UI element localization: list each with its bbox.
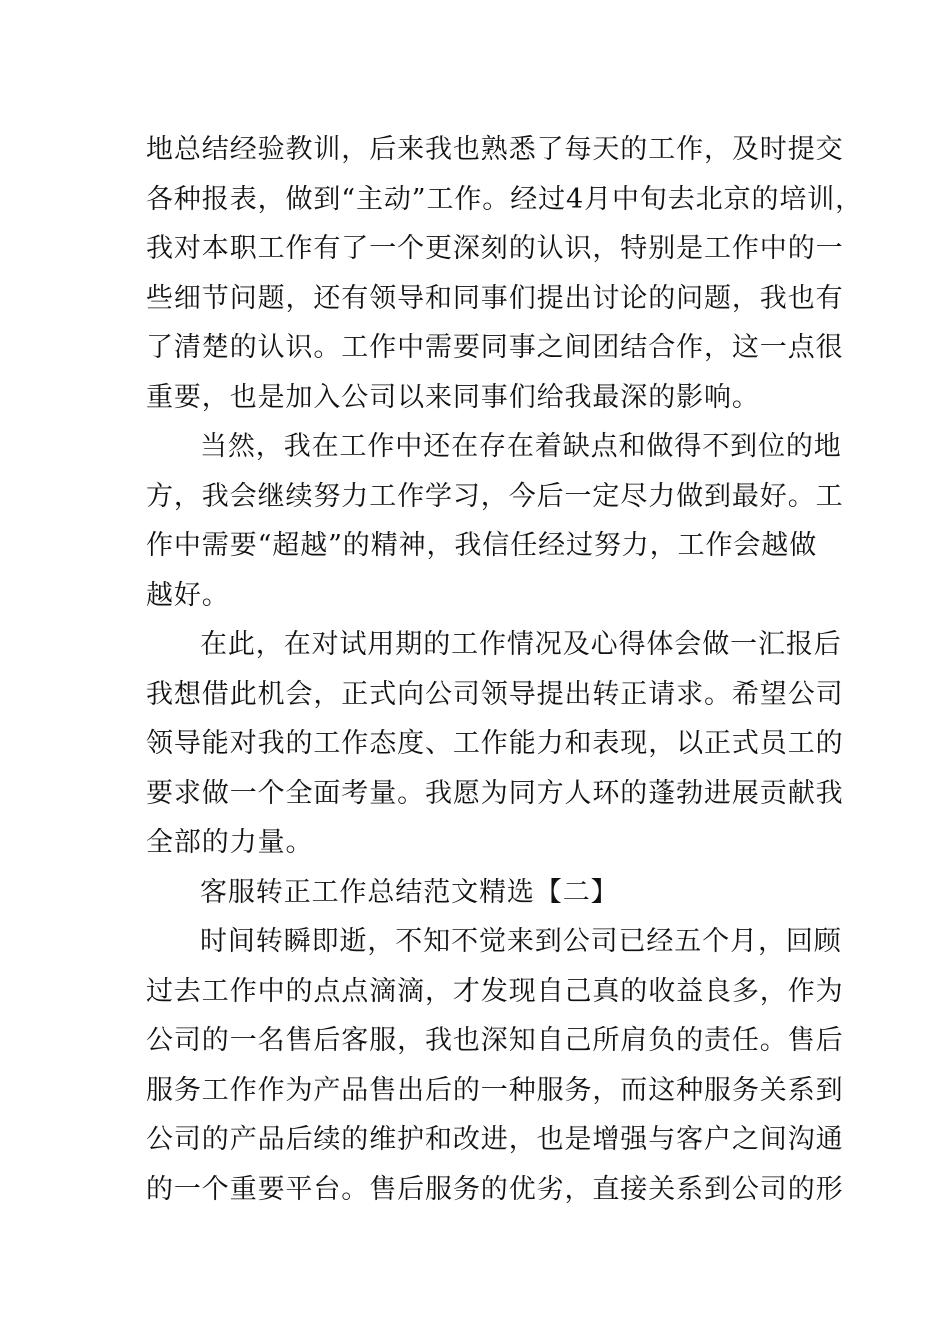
text-line: 全部的力量。	[146, 827, 314, 858]
section-heading: 客服转正工作总结范文精选【二】	[200, 876, 619, 908]
document-body	[146, 125, 864, 1214]
text-line: 各种报表，做到“主动”工作。经过4月中旬去北京的培训，	[146, 183, 864, 215]
text-line: 了清楚的认识。工作中需要同事之间团结合作，这一点很	[146, 332, 844, 363]
text-line: 我想借此机会，正式向公司领导提出转正请求。希望公司	[146, 678, 844, 710]
text-line: 我对本职工作有了一个更深刻的认识，特别是工作中的一	[146, 233, 844, 264]
paragraph-start-line: 当然，我在工作中还在存在着缺点和做得不到位的地	[200, 431, 842, 462]
text-line: 的一个重要平台。售后服务的优劣，直接关系到公司的形	[146, 1173, 844, 1205]
text-line: 作中需要“超越”的精神，我信任经过努力，工作会越做	[146, 530, 818, 561]
text-line: 越好。	[146, 579, 230, 611]
text-line: 重要，也是加入公司以来同事们给我最深的影响。	[146, 381, 760, 413]
text-line: 些细节问题，还有领导和同事们提出讨论的问题，我也有	[146, 282, 844, 314]
text-line: 方，我会继续努力工作学习，今后一定尽力做到最好。工	[146, 480, 844, 512]
paragraph-start-line: 在此，在对试用期的工作情况及心得体会做一汇报后	[200, 629, 842, 660]
paragraph-start-line: 时间转瞬即逝，不知不觉来到公司已经五个月，回顾	[200, 926, 842, 957]
text-line: 领导能对我的工作态度、工作能力和表现，以正式员工的	[146, 728, 844, 759]
text-line: 过去工作中的点点滴滴，才发现自己真的收益良多，作为	[146, 975, 844, 1007]
text-line: 公司的产品后续的维护和改进，也是增强与客户之间沟通	[146, 1124, 844, 1155]
text-line: 公司的一名售后客服，我也深知自己所肩负的责任。售后	[146, 1025, 844, 1056]
text-line: 服务工作作为产品售出后的一种服务，而这种服务关系到	[146, 1074, 844, 1106]
text-line: 要求做一个全面考量。我愿为同方人环的蓬勃进展贡献我	[146, 777, 844, 809]
text-line: 地总结经验教训，后来我也熟悉了每天的工作，及时提交	[146, 134, 844, 165]
